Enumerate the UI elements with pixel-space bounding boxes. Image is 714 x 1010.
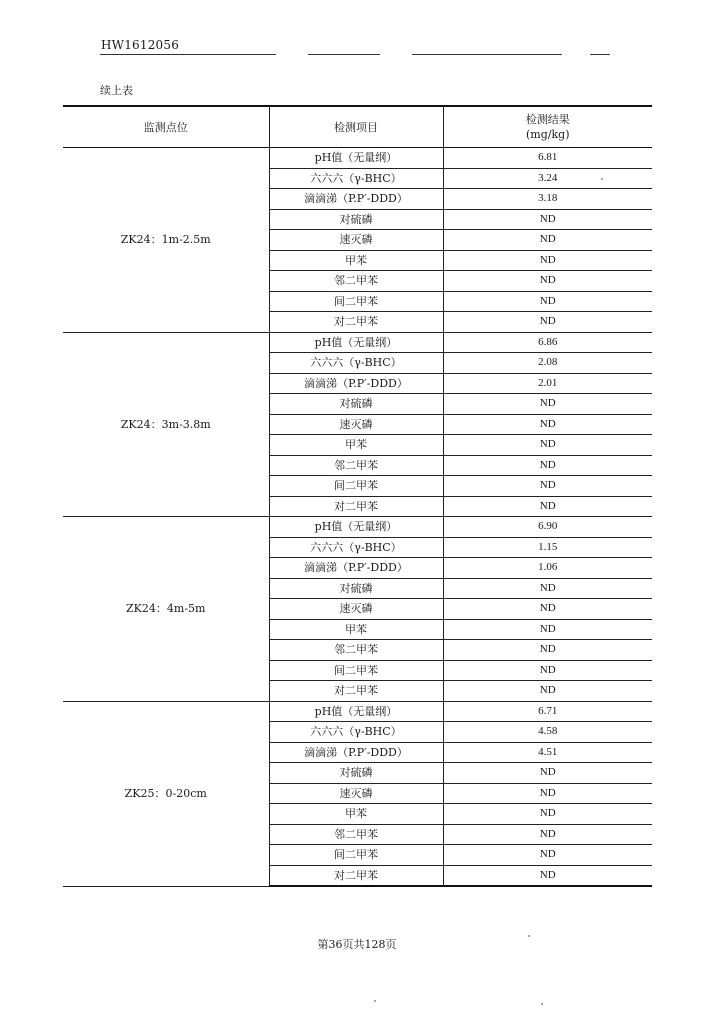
table-body (63, 148, 652, 887)
location-cell: ZK25：0-20cm (63, 701, 269, 886)
item-cell: 甲苯 (269, 435, 443, 456)
result-cell: ND (443, 619, 652, 640)
item-cell: 滴滴涕（P.P′-DDD） (269, 558, 443, 579)
result-cell: 6.86 (443, 332, 652, 353)
item-cell: 对硫磷 (269, 394, 443, 415)
item-cell: 六六六（γ-BHC） (269, 353, 443, 374)
item-cell: 滴滴涕（P.P′-DDD） (269, 189, 443, 210)
item-cell: 对二甲苯 (269, 865, 443, 886)
table-row (63, 701, 652, 722)
item-cell: 间二甲苯 (269, 845, 443, 866)
item-cell: pH值（无量纲） (269, 701, 443, 722)
result-cell: ND (443, 660, 652, 681)
header-rule (308, 54, 380, 55)
item-cell: 对硫磷 (269, 209, 443, 230)
table-header-row (63, 106, 652, 148)
item-cell: 间二甲苯 (269, 476, 443, 497)
table-row (63, 517, 652, 538)
page-number: 第36页共128页 (317, 938, 397, 951)
item-cell: 六六六（γ-BHC） (269, 537, 443, 558)
result-cell: ND (443, 414, 652, 435)
item-cell: 六六六（γ-BHC） (269, 168, 443, 189)
item-cell: 间二甲苯 (269, 291, 443, 312)
item-cell: pH值（无量纲） (269, 332, 443, 353)
result-cell: 1.15 (443, 537, 652, 558)
scan-speck (374, 1000, 376, 1002)
continued-table-label: 续上表 (100, 84, 133, 97)
result-cell: 6.81 (443, 148, 652, 169)
item-cell: 邻二甲苯 (269, 824, 443, 845)
result-cell: ND (443, 291, 652, 312)
result-cell: ND (443, 209, 652, 230)
result-cell: ND (443, 250, 652, 271)
result-cell: 3.18 (443, 189, 652, 210)
result-cell: ND (443, 804, 652, 825)
result-cell: 6.71 (443, 701, 652, 722)
column-header-item: 检测项目 (269, 106, 443, 148)
item-cell: 速灭磷 (269, 783, 443, 804)
item-cell: 甲苯 (269, 619, 443, 640)
document-id: HW1612056 (101, 38, 180, 52)
item-cell: pH值（无量纲） (269, 148, 443, 169)
item-cell: 滴滴涕（P.P′-DDD） (269, 373, 443, 394)
item-cell: 邻二甲苯 (269, 455, 443, 476)
table-row (63, 148, 652, 169)
item-cell: 六六六（γ-BHC） (269, 722, 443, 743)
item-cell: 邻二甲苯 (269, 271, 443, 292)
result-cell: ND (443, 640, 652, 661)
scan-speck (541, 1003, 543, 1005)
result-cell: ND (443, 599, 652, 620)
result-header-unit: (mg/kg) (526, 128, 570, 141)
location-cell: ZK24：3m-3.8m (63, 332, 269, 517)
result-cell: ND (443, 824, 652, 845)
item-cell: 对硫磷 (269, 763, 443, 784)
item-cell: 甲苯 (269, 804, 443, 825)
column-header-result (443, 106, 652, 148)
result-cell: ND (443, 230, 652, 251)
result-cell: ND (443, 845, 652, 866)
result-cell: 2.01 (443, 373, 652, 394)
item-cell: 速灭磷 (269, 230, 443, 251)
header-rule (412, 54, 562, 55)
location-cell: ZK24：1m-2.5m (63, 148, 269, 333)
result-cell: ND (443, 578, 652, 599)
item-cell: 邻二甲苯 (269, 640, 443, 661)
result-cell: 3.24 (443, 168, 652, 189)
result-cell: ND (443, 496, 652, 517)
result-cell: ND (443, 394, 652, 415)
column-header-location: 监测点位 (63, 106, 269, 148)
result-header-line1: 检测结果 (525, 113, 570, 126)
table-row (63, 332, 652, 353)
item-cell: 对二甲苯 (269, 681, 443, 702)
item-cell: 对二甲苯 (269, 312, 443, 333)
header-rule (590, 54, 610, 55)
result-cell: 1.06 (443, 558, 652, 579)
scan-speck (601, 178, 603, 180)
result-cell: 4.58 (443, 722, 652, 743)
result-cell: ND (443, 865, 652, 886)
result-cell: 4.51 (443, 742, 652, 763)
results-table (63, 105, 652, 887)
scan-speck (528, 935, 530, 937)
item-cell: 对硫磷 (269, 578, 443, 599)
result-cell: 6.90 (443, 517, 652, 538)
result-cell: ND (443, 763, 652, 784)
header-rule (100, 54, 276, 55)
item-cell: 对二甲苯 (269, 496, 443, 517)
item-cell: 速灭磷 (269, 414, 443, 435)
result-cell: ND (443, 312, 652, 333)
item-cell: pH值（无量纲） (269, 517, 443, 538)
item-cell: 滴滴涕（P.P′-DDD） (269, 742, 443, 763)
result-cell: ND (443, 476, 652, 497)
location-cell: ZK24：4m-5m (63, 517, 269, 702)
result-cell: ND (443, 435, 652, 456)
item-cell: 甲苯 (269, 250, 443, 271)
item-cell: 速灭磷 (269, 599, 443, 620)
result-cell: ND (443, 783, 652, 804)
result-cell: ND (443, 455, 652, 476)
result-cell: 2.08 (443, 353, 652, 374)
result-cell: ND (443, 681, 652, 702)
result-cell: ND (443, 271, 652, 292)
item-cell: 间二甲苯 (269, 660, 443, 681)
